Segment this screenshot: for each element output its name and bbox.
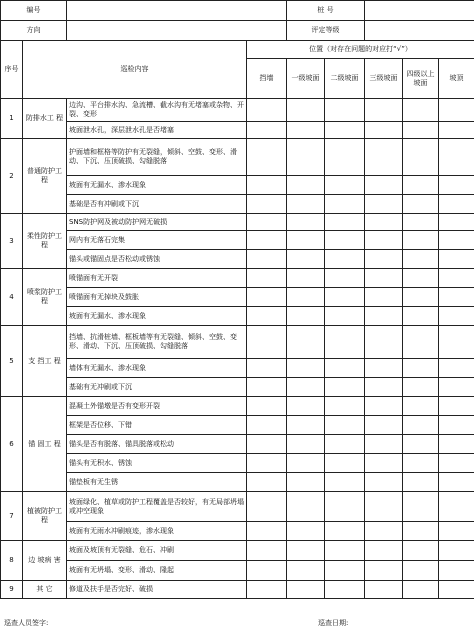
check-cell[interactable] xyxy=(439,176,474,195)
check-cell[interactable] xyxy=(439,522,474,541)
check-cell[interactable] xyxy=(325,176,365,195)
table-row xyxy=(1,561,474,581)
check-cell[interactable] xyxy=(439,288,474,307)
table-row xyxy=(1,214,474,231)
check-cell[interactable] xyxy=(247,416,287,435)
check-cell[interactable] xyxy=(287,214,325,231)
check-cell[interactable] xyxy=(365,326,403,359)
check-cell[interactable] xyxy=(439,250,474,269)
table-row xyxy=(1,326,474,359)
section-name: 喷浆防护工程 xyxy=(23,269,67,326)
check-cell[interactable] xyxy=(287,139,325,176)
check-cell[interactable] xyxy=(365,250,403,269)
check-cell[interactable] xyxy=(287,473,325,492)
inspection-item: 基础有无冲刷或下沉 xyxy=(67,378,247,397)
footer xyxy=(0,613,474,633)
inspection-item: SNS防护网及被动防护网无破损 xyxy=(67,214,247,231)
check-cell[interactable] xyxy=(403,397,439,416)
section-name: 柔性防护工程 xyxy=(23,214,67,269)
position-col-header: 四级以上坡面 xyxy=(403,59,439,99)
check-cell[interactable] xyxy=(325,492,365,522)
check-cell[interactable] xyxy=(287,541,325,561)
check-cell[interactable] xyxy=(365,122,403,139)
table-row xyxy=(1,522,474,541)
table-row xyxy=(1,176,474,195)
check-cell[interactable] xyxy=(247,250,287,269)
check-cell[interactable] xyxy=(325,269,365,288)
check-cell[interactable] xyxy=(247,492,287,522)
check-cell[interactable] xyxy=(325,561,365,581)
table-row xyxy=(1,454,474,473)
check-cell[interactable] xyxy=(403,195,439,214)
serial-label: 编号 xyxy=(1,1,67,21)
check-cell[interactable] xyxy=(325,214,365,231)
inspector-signature-label: 巡查人员签字: xyxy=(4,619,49,627)
check-cell[interactable] xyxy=(247,122,287,139)
table-row xyxy=(1,139,474,176)
check-cell[interactable] xyxy=(439,269,474,288)
check-cell[interactable] xyxy=(365,195,403,214)
check-cell[interactable] xyxy=(403,581,439,599)
check-cell[interactable] xyxy=(365,176,403,195)
check-cell[interactable] xyxy=(325,473,365,492)
check-cell[interactable] xyxy=(365,522,403,541)
check-cell[interactable] xyxy=(403,139,439,176)
inspection-item: 护面墙和框格等防护有无裂缝，倾斜、空鼓、变形、滑动、下沉、压顶破损、勾缝脱落 xyxy=(67,139,247,176)
check-cell[interactable] xyxy=(365,139,403,176)
check-cell[interactable] xyxy=(247,397,287,416)
check-cell[interactable] xyxy=(403,435,439,454)
inspection-item: 锚头是否有脱落、锚具脱落或松动 xyxy=(67,435,247,454)
check-cell[interactable] xyxy=(439,416,474,435)
inspection-item: 边沟、平台排水沟、急流槽、截水沟有无堵塞或杂物、开裂、变形 xyxy=(67,99,247,122)
check-cell[interactable] xyxy=(365,473,403,492)
inspection-item: 网内有无落石完集 xyxy=(67,231,247,250)
check-cell[interactable] xyxy=(325,195,365,214)
check-cell[interactable] xyxy=(247,288,287,307)
inspection-item: 喷锚面有无开裂 xyxy=(67,269,247,288)
check-cell[interactable] xyxy=(439,307,474,326)
table-row xyxy=(1,541,474,561)
check-cell[interactable] xyxy=(247,307,287,326)
inspection-item: 坡面有无漏水、渗水现象 xyxy=(67,176,247,195)
check-cell[interactable] xyxy=(403,492,439,522)
inspection-item: 框架是否位移、下错 xyxy=(67,416,247,435)
position-header: 位置（对存在问题的对应打“√”） xyxy=(247,41,474,59)
inspection-item: 锚垫板有无生锈 xyxy=(67,473,247,492)
check-cell[interactable] xyxy=(403,269,439,288)
check-cell[interactable] xyxy=(403,561,439,581)
check-cell[interactable] xyxy=(325,99,365,122)
seq-header: 序号 xyxy=(1,41,23,99)
check-cell[interactable] xyxy=(247,359,287,378)
table-row xyxy=(1,378,474,397)
section-number: 1 xyxy=(1,99,23,139)
check-cell[interactable] xyxy=(325,250,365,269)
check-cell[interactable] xyxy=(325,581,365,599)
section-number: 4 xyxy=(1,269,23,326)
check-cell[interactable] xyxy=(403,231,439,250)
check-cell[interactable] xyxy=(325,326,365,359)
inspection-item: 混凝土外锚墩是否有变形开裂 xyxy=(67,397,247,416)
check-cell[interactable] xyxy=(287,195,325,214)
inspection-item: 挡墙、抗滑桩墙、框板墙等有无裂缝、倾斜、空鼓、变形、滑动、下沉、压顶破损、勾缝脱落 xyxy=(67,326,247,359)
inspection-item: 墙体有无漏水、渗水现象 xyxy=(67,359,247,378)
check-cell[interactable] xyxy=(439,454,474,473)
position-col-header: 坡顶 xyxy=(439,59,474,99)
check-cell[interactable] xyxy=(365,492,403,522)
check-cell[interactable] xyxy=(403,250,439,269)
check-cell[interactable] xyxy=(287,522,325,541)
check-cell[interactable] xyxy=(403,307,439,326)
table-row xyxy=(1,231,474,250)
check-cell[interactable] xyxy=(287,435,325,454)
table-row xyxy=(1,435,474,454)
check-cell[interactable] xyxy=(247,214,287,231)
table-row xyxy=(1,359,474,378)
check-cell[interactable] xyxy=(287,378,325,397)
check-cell[interactable] xyxy=(287,122,325,139)
serial-field[interactable] xyxy=(67,1,287,21)
check-cell[interactable] xyxy=(439,214,474,231)
check-cell[interactable] xyxy=(365,378,403,397)
check-cell[interactable] xyxy=(247,541,287,561)
check-cell[interactable] xyxy=(287,326,325,359)
check-cell[interactable] xyxy=(325,522,365,541)
section-number: 7 xyxy=(1,492,23,541)
check-cell[interactable] xyxy=(365,99,403,122)
table-row xyxy=(1,288,474,307)
check-cell[interactable] xyxy=(325,359,365,378)
check-cell[interactable] xyxy=(287,99,325,122)
stake-field[interactable] xyxy=(365,1,474,21)
section-number: 6 xyxy=(1,397,23,492)
check-cell[interactable] xyxy=(247,326,287,359)
check-cell[interactable] xyxy=(247,195,287,214)
direction-label: 方向 xyxy=(1,21,67,41)
grade-field[interactable] xyxy=(365,21,474,41)
section-number: 2 xyxy=(1,139,23,214)
table-row xyxy=(1,492,474,522)
check-cell[interactable] xyxy=(439,397,474,416)
check-cell[interactable] xyxy=(325,139,365,176)
check-cell[interactable] xyxy=(247,454,287,473)
check-cell[interactable] xyxy=(287,454,325,473)
inspection-item: 基础是否有冲刷或下沉 xyxy=(67,195,247,214)
section-number: 3 xyxy=(1,214,23,269)
check-cell[interactable] xyxy=(439,561,474,581)
inspection-item: 坡面及坡顶有无裂缝、危石、冲刷 xyxy=(67,541,247,561)
check-cell[interactable] xyxy=(403,122,439,139)
check-cell[interactable] xyxy=(439,541,474,561)
table-row xyxy=(1,122,474,139)
check-cell[interactable] xyxy=(439,378,474,397)
table-row xyxy=(1,397,474,416)
check-cell[interactable] xyxy=(439,195,474,214)
check-cell[interactable] xyxy=(403,99,439,122)
inspection-date-label: 巡查日期: xyxy=(318,619,349,627)
table-row xyxy=(1,307,474,326)
section-name: 支 挡工 程 xyxy=(23,326,67,397)
position-col-header: 挡墙 xyxy=(247,59,287,99)
inspection-item: 喷锚面有无掉块及鼓胀 xyxy=(67,288,247,307)
check-cell[interactable] xyxy=(325,435,365,454)
check-cell[interactable] xyxy=(365,416,403,435)
check-cell[interactable] xyxy=(365,541,403,561)
section-name: 锚 固工 程 xyxy=(23,397,67,492)
check-cell[interactable] xyxy=(403,473,439,492)
check-cell[interactable] xyxy=(247,139,287,176)
check-cell[interactable] xyxy=(247,473,287,492)
check-cell[interactable] xyxy=(325,416,365,435)
check-cell[interactable] xyxy=(403,541,439,561)
check-cell[interactable] xyxy=(287,307,325,326)
check-cell[interactable] xyxy=(439,435,474,454)
inspection-item: 坡面泄水孔，深层泄水孔是否堵塞 xyxy=(67,122,247,139)
check-cell[interactable] xyxy=(365,397,403,416)
check-cell[interactable] xyxy=(287,359,325,378)
check-cell[interactable] xyxy=(439,122,474,139)
check-cell[interactable] xyxy=(325,288,365,307)
section-number: 9 xyxy=(1,581,23,599)
check-cell[interactable] xyxy=(287,581,325,599)
content-header: 巡检内容 xyxy=(23,41,247,99)
direction-field[interactable] xyxy=(67,21,287,41)
inspection-item: 坡面有无漏水、渗水现象 xyxy=(67,307,247,326)
check-cell[interactable] xyxy=(365,359,403,378)
check-cell[interactable] xyxy=(247,581,287,599)
check-cell[interactable] xyxy=(325,231,365,250)
check-cell[interactable] xyxy=(439,99,474,122)
check-cell[interactable] xyxy=(287,269,325,288)
check-cell[interactable] xyxy=(403,378,439,397)
check-cell[interactable] xyxy=(287,416,325,435)
section-name: 边 坡病 害 xyxy=(23,541,67,581)
section-name: 植被防护工程 xyxy=(23,492,67,541)
section-name: 普通防护工程 xyxy=(23,139,67,214)
check-cell[interactable] xyxy=(325,541,365,561)
check-cell[interactable] xyxy=(325,378,365,397)
check-cell[interactable] xyxy=(403,454,439,473)
inspection-item: 坡面有无雨水冲刷痕迹，渗水现象 xyxy=(67,522,247,541)
check-cell[interactable] xyxy=(287,231,325,250)
check-cell[interactable] xyxy=(247,561,287,581)
table-row xyxy=(1,473,474,492)
inspection-item: 修道及扶手是否完好、破损 xyxy=(67,581,247,599)
check-cell[interactable] xyxy=(247,269,287,288)
check-cell[interactable] xyxy=(439,139,474,176)
check-cell[interactable] xyxy=(439,581,474,599)
check-cell[interactable] xyxy=(365,581,403,599)
section-number: 8 xyxy=(1,541,23,581)
grade-label: 评定等级 xyxy=(287,21,365,41)
check-cell[interactable] xyxy=(247,231,287,250)
section-name: 防排水工 程 xyxy=(23,99,67,139)
check-cell[interactable] xyxy=(247,435,287,454)
position-col-header: 二级坡面 xyxy=(325,59,365,99)
check-cell[interactable] xyxy=(247,522,287,541)
table-row xyxy=(1,250,474,269)
check-cell[interactable] xyxy=(247,99,287,122)
check-cell[interactable] xyxy=(439,492,474,522)
check-cell[interactable] xyxy=(403,288,439,307)
check-cell[interactable] xyxy=(439,231,474,250)
check-cell[interactable] xyxy=(403,176,439,195)
position-col-header: 一级坡面 xyxy=(287,59,325,99)
table-row xyxy=(1,581,474,599)
check-cell[interactable] xyxy=(287,561,325,581)
check-cell[interactable] xyxy=(325,454,365,473)
check-cell[interactable] xyxy=(365,561,403,581)
section-name: 其 它 xyxy=(23,581,67,599)
check-cell[interactable] xyxy=(365,435,403,454)
check-cell[interactable] xyxy=(365,288,403,307)
position-col-header: 三级坡面 xyxy=(365,59,403,99)
inspection-item: 坡面有无坍塌、变形、滑动、隆起 xyxy=(67,561,247,581)
check-cell[interactable] xyxy=(439,359,474,378)
check-cell[interactable] xyxy=(365,214,403,231)
check-cell[interactable] xyxy=(325,397,365,416)
check-cell[interactable] xyxy=(365,307,403,326)
check-cell[interactable] xyxy=(403,416,439,435)
check-cell[interactable] xyxy=(439,473,474,492)
table-row xyxy=(1,99,474,122)
check-cell[interactable] xyxy=(365,269,403,288)
check-cell[interactable] xyxy=(247,176,287,195)
table-row xyxy=(1,416,474,435)
inspection-item: 坡面绿化、植草或防护工程覆盖是否较好，有无局部坍塌或冲空现象 xyxy=(67,492,247,522)
check-cell[interactable] xyxy=(325,307,365,326)
table-row xyxy=(1,269,474,288)
check-cell[interactable] xyxy=(287,250,325,269)
check-cell[interactable] xyxy=(365,231,403,250)
check-cell[interactable] xyxy=(247,378,287,397)
check-cell[interactable] xyxy=(287,176,325,195)
check-cell[interactable] xyxy=(439,326,474,359)
stake-label: 桩 号 xyxy=(287,1,365,21)
check-cell[interactable] xyxy=(287,397,325,416)
check-cell[interactable] xyxy=(403,359,439,378)
table-row xyxy=(1,195,474,214)
section-number: 5 xyxy=(1,326,23,397)
check-cell[interactable] xyxy=(365,454,403,473)
check-cell[interactable] xyxy=(287,288,325,307)
check-cell[interactable] xyxy=(403,326,439,359)
check-cell[interactable] xyxy=(403,214,439,231)
inspection-item: 锚头有无积水、锈蚀 xyxy=(67,454,247,473)
check-cell[interactable] xyxy=(325,122,365,139)
check-cell[interactable] xyxy=(287,492,325,522)
inspection-item: 锚头或锚固点是否松动或锈蚀 xyxy=(67,250,247,269)
check-cell[interactable] xyxy=(403,522,439,541)
